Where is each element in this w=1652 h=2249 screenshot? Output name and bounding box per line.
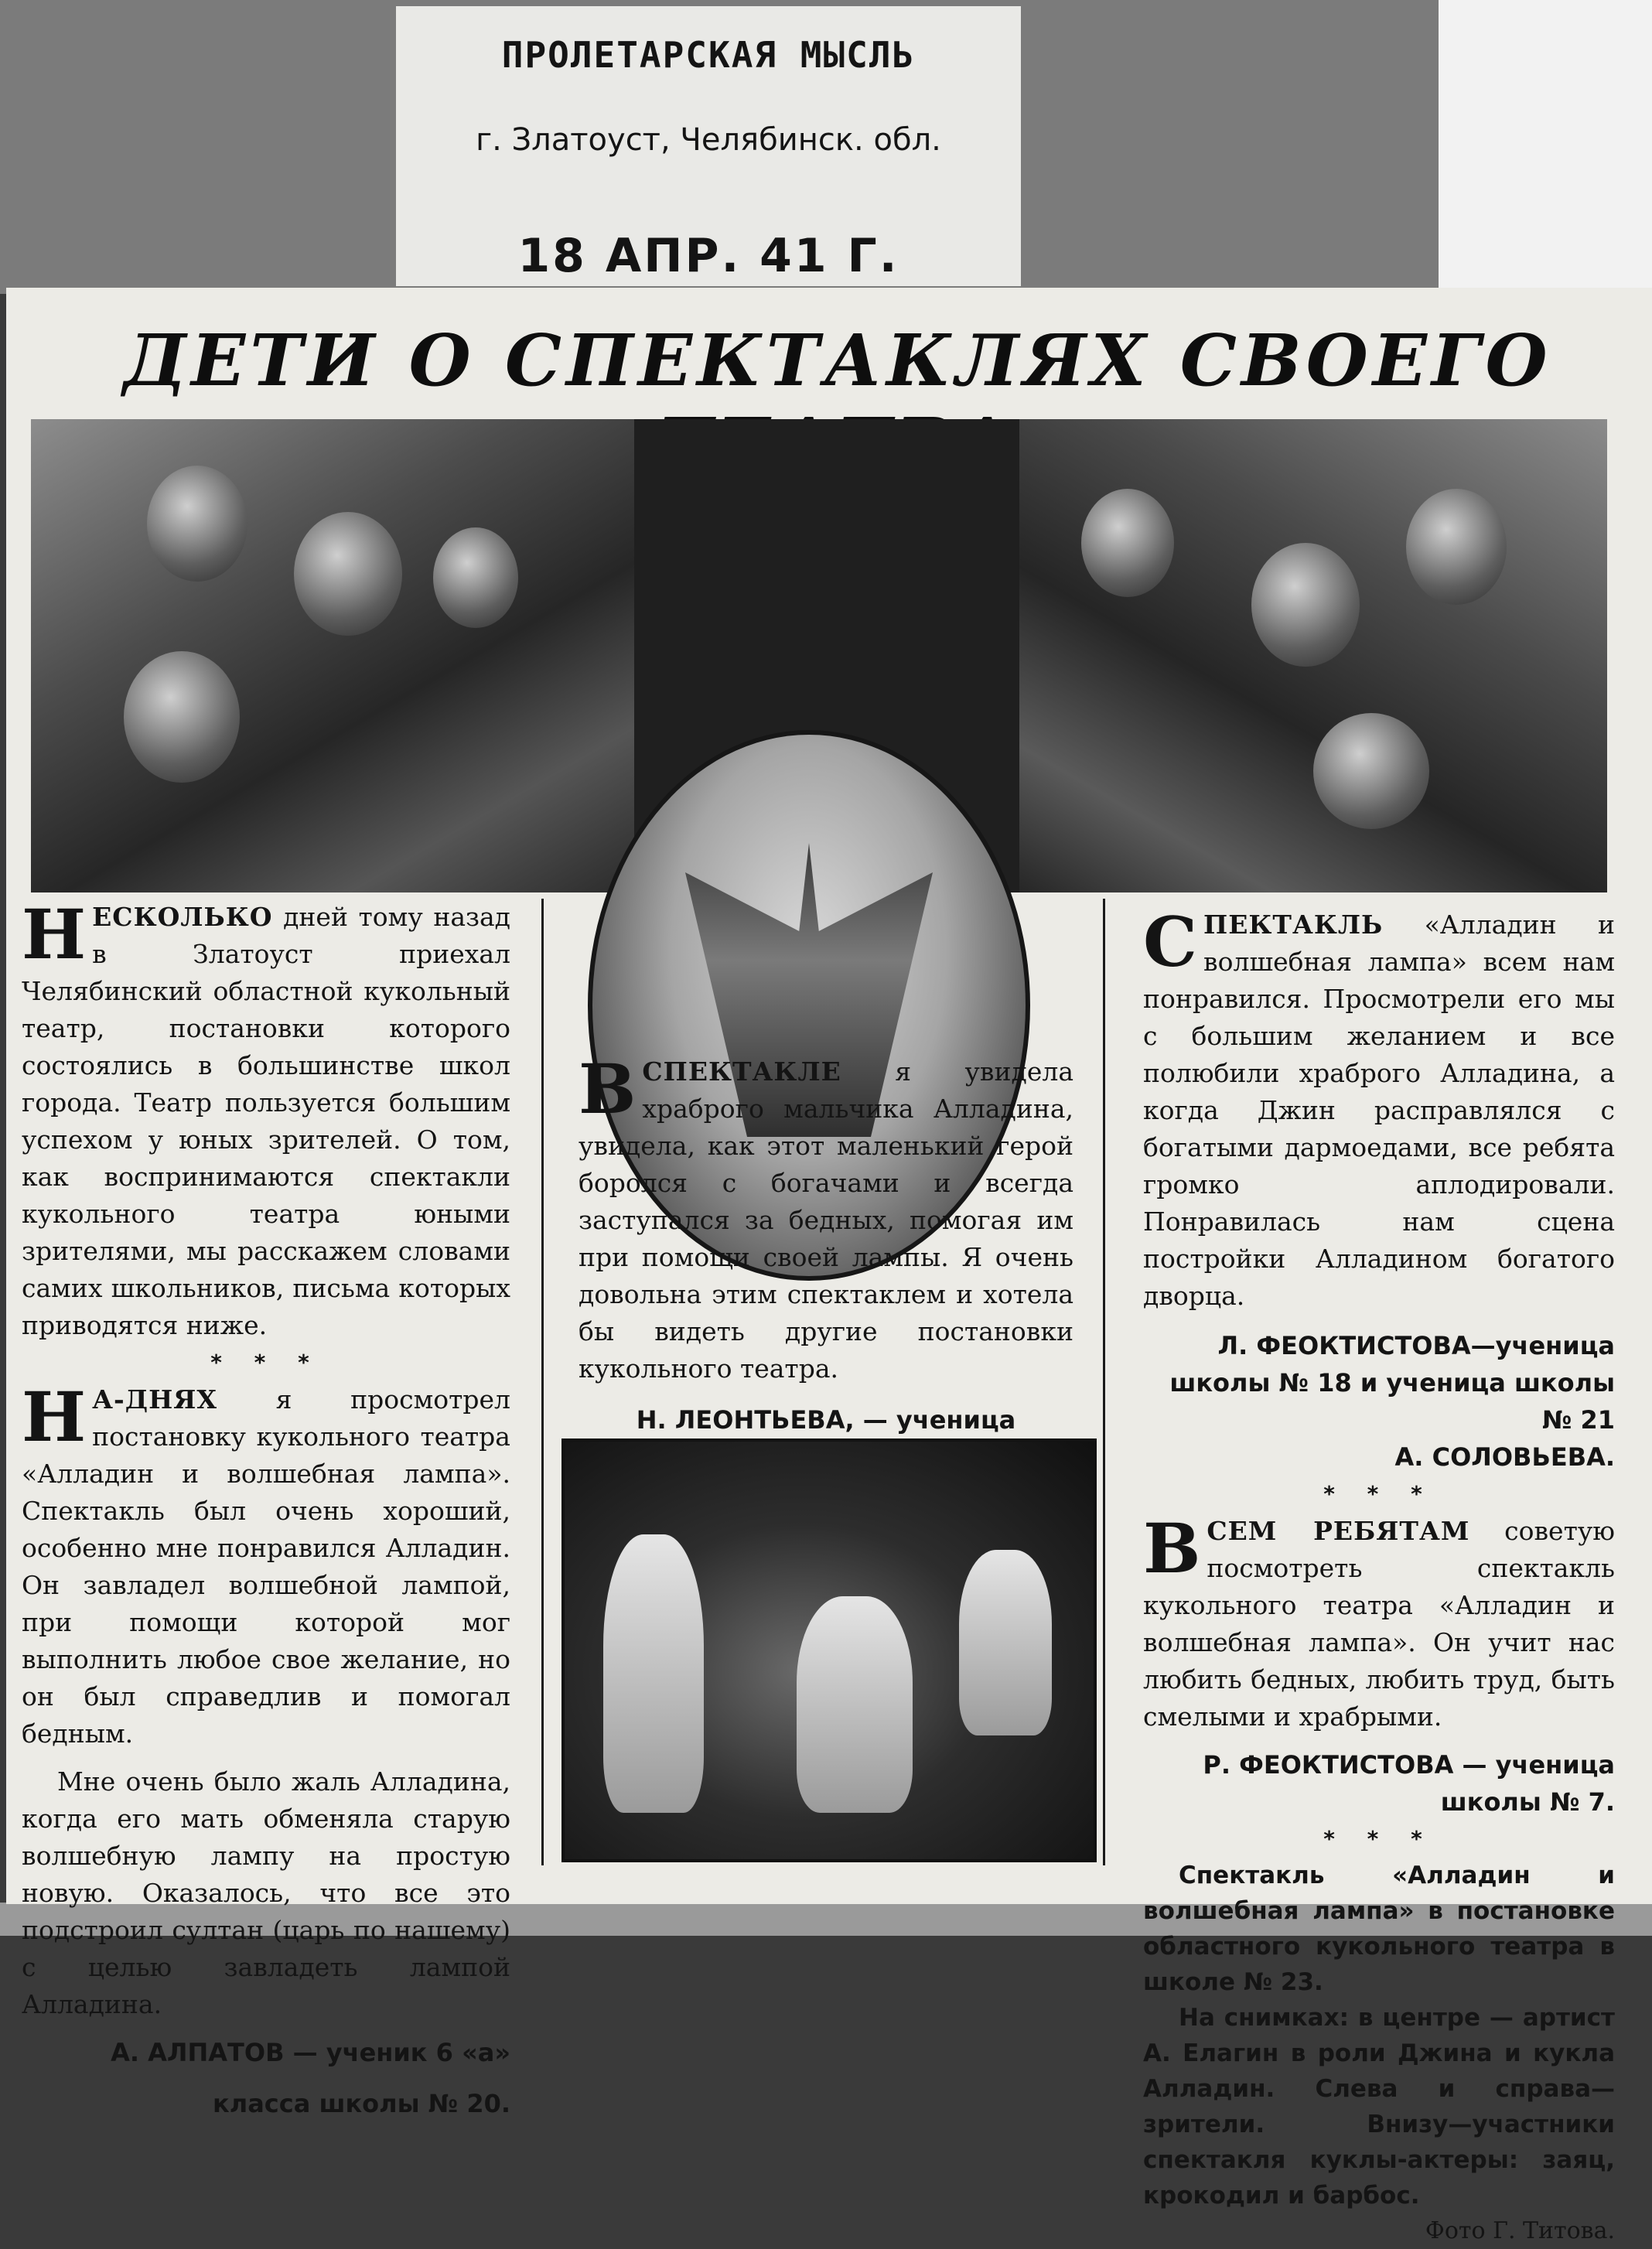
stamp-date: 18 АПР. 41 Г.	[517, 229, 899, 283]
letter-leonteva	[579, 1049, 1073, 1387]
column-rule-1	[541, 899, 544, 1865]
signature-feoktistova-l: Л. ФЕОКТИСТОВА—ученица школы № 18 и ученица школы № 21	[1169, 1331, 1615, 1435]
letter-drop-cap: Н	[22, 1377, 87, 1457]
signature-leonteva: Н. ЛЕОНТЬЕВА, — ученица	[636, 1405, 1016, 1435]
stamp-newspaper-name: ПРОЛЕТАРСКАЯ МЫСЛЬ	[501, 34, 916, 76]
letter-text: «Алладин и волшебная лампа» всем нам понравился. Просмотрели его мы с большим желанием и все полюбили храброго Алладина, а когда Джин расправлялся с богатыми дармоедами, все ребята громко аплодировали. Понравилась нам сцена постройки Алладином богатого дворца.	[1143, 909, 1615, 1311]
stamp-city: г. Златоуст, Челябинск. обл.	[476, 122, 941, 158]
puppets-photo	[561, 1438, 1097, 1862]
letter-lead: СПЕКТАКЛЕ	[642, 1056, 841, 1087]
letter-feoktistova-l	[1143, 902, 1615, 1315]
signature-feoktistova-r: Р. ФЕОКТИСТОВА — ученица	[1203, 1750, 1615, 1780]
caption-photos: На снимках: в центре — артист А. Елагин в роли Джина и кукла Алладин. Слева и справа—зрители. Внизу—участники спектакля куклы-актеры: заяц, крокодил и барбос.	[1143, 2004, 1615, 2210]
column-rule-2	[1103, 899, 1105, 1865]
crocodile-puppet	[797, 1596, 913, 1813]
headline: ДЕТИ О СПЕКТАКЛЯХ СВОЕГО	[123, 319, 1552, 402]
dog-puppet	[959, 1550, 1052, 1735]
letter-feoktistova-r	[1143, 1508, 1615, 1735]
separator-stars: * * *	[1323, 1481, 1435, 1507]
letter-text: я просмотрел постановку кукольного театра «Алладин и волшебная лампа». Спектакль был очень хороший, особенно мне понравился Алладин. Он завладел волшебной лампой, при помощи которой мог выполнить любое свое желание, но он был справедлив и помогал бедным.	[22, 1384, 510, 1749]
letter-text: советую посмотреть спектакль кукольного театра «Алладин и волшебная лампа». Он учит нас любить бедных, любить труд, быть смелыми и храбрыми.	[1143, 1516, 1615, 1732]
caption-performance: Спектакль «Алладин и волшебная лампа» в постановке областного кукольного театра в школе № 23.	[1143, 1862, 1615, 1996]
intro-text: дней тому назад в Златоуст приехал Челябинский областной кукольный театр, постановки которого состоялись в большинстве школ города. Театр пользуется большим успехом у юных зрителей. О том, как воспринимаются спектакли кукольного театра юными зрителями, мы расскажем словами самих школьников, письма которых приводятся ниже.	[22, 902, 510, 1340]
intro-drop-cap: Н	[22, 894, 87, 974]
letter-lead: ПЕКТАКЛЬ	[1203, 909, 1384, 940]
photo-credit: Фото Г. Титова.	[1425, 2217, 1615, 2244]
letter-lead: СЕМ РЕБЯТАМ	[1207, 1516, 1470, 1546]
letter-drop-cap: С	[1143, 902, 1198, 982]
hare-puppet	[603, 1534, 704, 1813]
signature-soloveva: А. СОЛОВЬЕВА.	[1394, 1442, 1615, 1472]
signature-alpatov: А. АЛПАТОВ — ученик 6 «а»	[111, 2038, 510, 2067]
newspaper-clipping	[6, 288, 1652, 2244]
column-3	[1143, 902, 1615, 2249]
column-1	[22, 894, 510, 2122]
separator-stars: * * *	[1323, 1826, 1435, 1851]
letter-lead: А-ДНЯХ	[92, 1384, 217, 1415]
letter-text: я увидела храброго мальчика Алладина, увидела, как этот маленький герой боролся с богачами и всегда заступался за бедных, помогая им при помощи своей лампы. Я очень довольна этим спектаклем и хотела бы видеть другие постановки кукольного театра.	[579, 1056, 1073, 1384]
archive-stamp	[396, 6, 1021, 286]
audience-left-photo	[31, 419, 634, 892]
signature-alpatov-school: класса школы № 20.	[213, 2089, 510, 2118]
intro-lead: ЕСКОЛЬКО	[92, 902, 273, 932]
letter-drop-cap: В	[579, 1049, 637, 1129]
intro-paragraph	[22, 894, 510, 1344]
audience-right-photo	[1019, 419, 1607, 892]
letter-alpatov	[22, 1377, 510, 1752]
letter-drop-cap: В	[1143, 1508, 1201, 1589]
separator-stars: * * *	[210, 1350, 322, 1375]
letter-alpatov-p2: Мне очень было жаль Алладина, когда его мать обменяла старую волшебную лампу на простую новую. Оказалось, что все это подстроил султан (царь по нашему) с целью завладеть лампой Алладина.	[22, 1766, 510, 2019]
signature-feoktistova-r-school: школы № 7.	[1440, 1787, 1615, 1817]
column-2	[579, 1049, 1073, 1476]
